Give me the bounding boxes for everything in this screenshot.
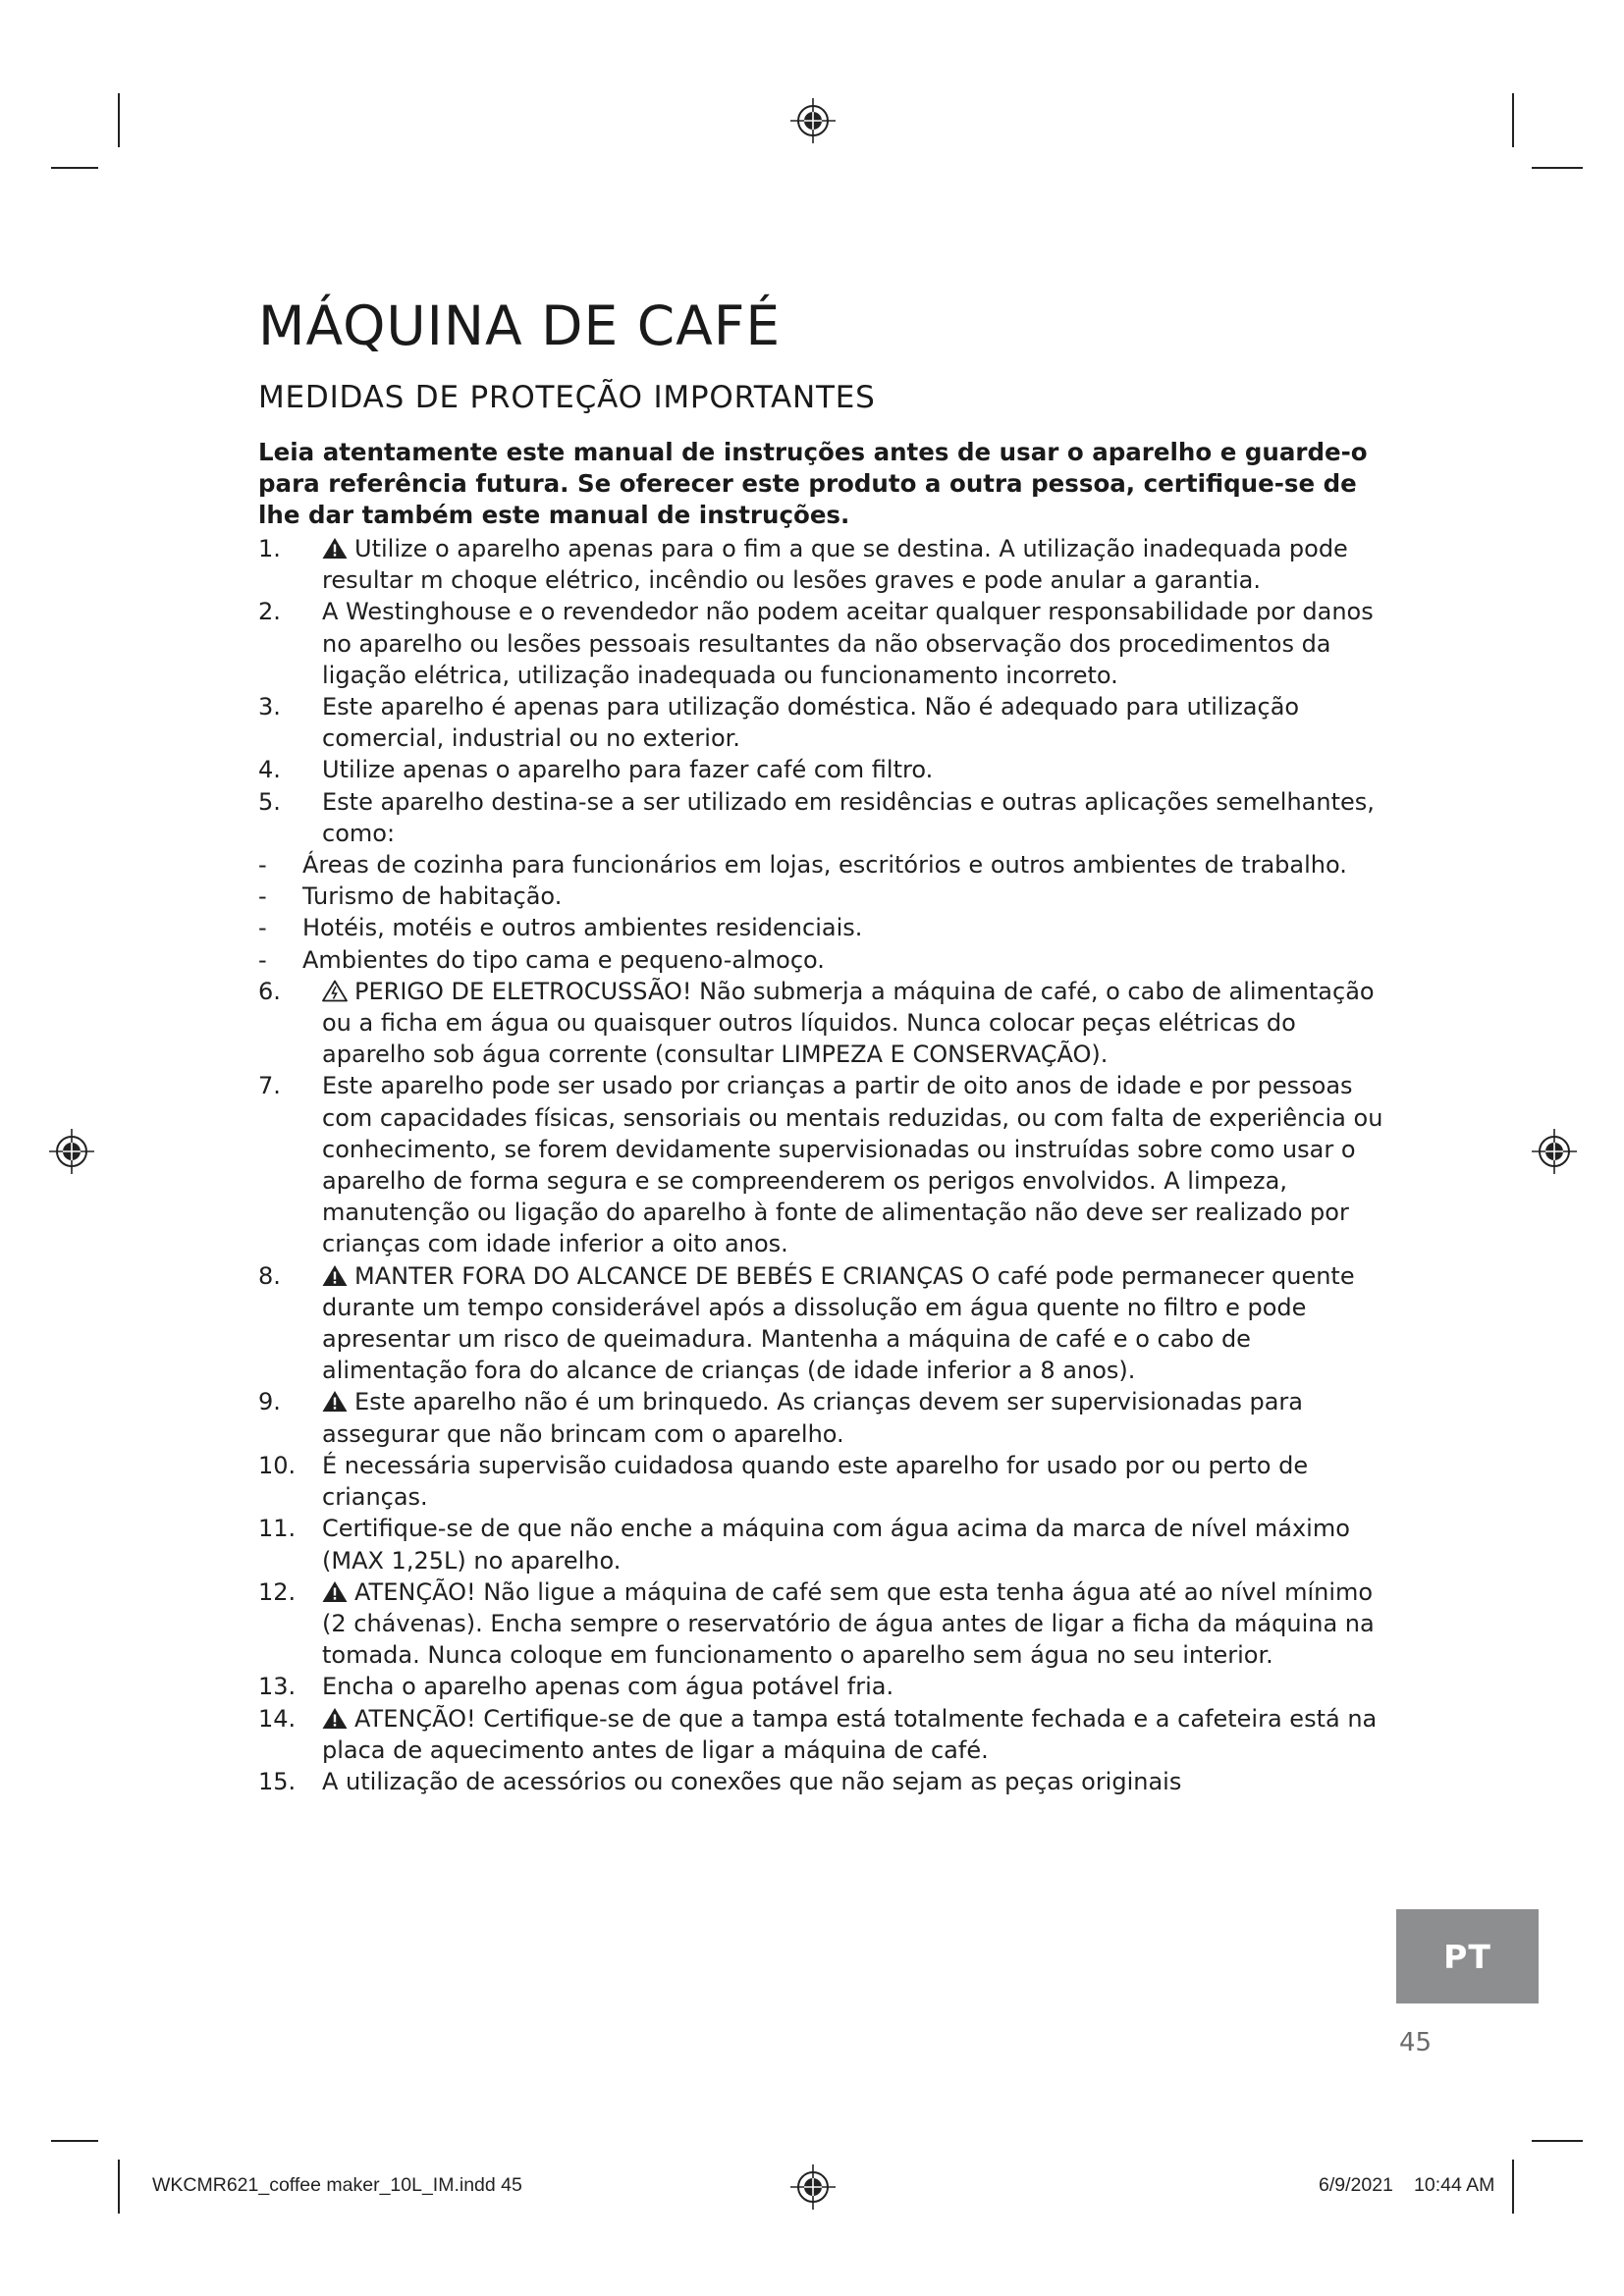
crop-mark <box>1532 167 1583 169</box>
list-item-marker: 8. <box>258 1261 281 1290</box>
page-title: MÁQUINA DE CAFÉ <box>258 294 782 357</box>
warning-triangle-icon <box>322 1390 348 1413</box>
list-item-marker: 13. <box>258 1673 297 1701</box>
list-item-marker: 1. <box>258 535 281 562</box>
list-item-body <box>322 596 1397 691</box>
list-item-body <box>322 533 1397 596</box>
list-item-text: Áreas de cozinha para funcionários em lojas, escritórios e outros ambientes de trabalho. <box>302 851 1347 880</box>
list-item-text: É necessária supervisão cuidadosa quando este aparelho for usado por ou perto de crianças. <box>322 1451 1309 1512</box>
list-item-body <box>302 912 1397 943</box>
list-item-body <box>322 1576 1397 1672</box>
list-item-text: Este aparelho não é um brinquedo. As crianças devem ser supervisionadas para assegurar que não brincam com o aparelho. <box>322 1388 1303 1448</box>
list-item-marker: 12. <box>258 1577 297 1606</box>
list-item-text: Este aparelho pode ser usado por crianças a partir de oito anos de idade e por pessoas com capacidades físicas, sensoriais ou mentais reduzidas, ou com falta de experiência ou conhecimento, se forem devidamente supervisionadas ou instruídas sobre como usar o aparelho de forma segura e se compreenderem os perigos envolvidos. A limpeza, manutenção ou ligação do aparelho à fonte de alimentação não deve ser realizado por crianças com idade inferior a oito anos. <box>322 1072 1383 1258</box>
list-item-marker: - <box>258 914 267 942</box>
list-item-text: A Westinghouse e o revendedor não podem aceitar qualquer responsabilidade por danos no aparelho ou lesões pessoais resultantes da não observação dos procedimentos da ligação elétrica, utilização inadequada ou funcionamento incorreto. <box>322 598 1374 689</box>
list-item-marker: 6. <box>258 977 281 1005</box>
list-item-marker: 5. <box>258 787 281 816</box>
list-item-marker: 15. <box>258 1767 297 1795</box>
print-slug-time: 10:44 AM <box>1414 2174 1495 2196</box>
list-item <box>258 754 1397 785</box>
warning-triangle-icon <box>322 1707 348 1730</box>
crop-mark <box>1512 93 1514 147</box>
list-item-marker: 14. <box>258 1704 297 1733</box>
registration-mark-icon <box>49 1129 94 1174</box>
list-item-text: Certifique-se de que não enche a máquina com água acima da marca de nível máximo (MAX 1,25L) no aparelho. <box>322 1515 1350 1575</box>
print-slug-file: WKCMR621_coffee maker_10L_IM.indd 45 <box>152 2174 522 2196</box>
list-item-body <box>322 1513 1397 1575</box>
warning-triangle-icon <box>322 1264 348 1287</box>
list-item-body <box>322 1386 1397 1449</box>
list-item-text: Encha o aparelho apenas com água potável fria. <box>322 1673 894 1701</box>
list-item <box>258 944 1397 976</box>
crop-mark <box>1512 2160 1514 2214</box>
language-tab: PT <box>1396 1909 1539 2003</box>
list-item <box>258 1386 1397 1449</box>
list-item-marker: - <box>258 945 267 974</box>
list-item-body <box>302 944 1397 976</box>
list-item-marker: 10. <box>258 1451 297 1479</box>
registration-mark-icon <box>790 98 836 143</box>
print-slug-date: 6/9/2021 <box>1319 2174 1393 2196</box>
crop-mark <box>51 167 98 169</box>
list-item-body <box>302 849 1397 881</box>
list-item-text: Utilize apenas o aparelho para fazer café com filtro. <box>322 756 934 784</box>
list-item-body <box>322 1766 1397 1797</box>
list-item <box>258 849 1397 881</box>
list-item-marker: 11. <box>258 1515 297 1543</box>
list-item-text: Este aparelho destina-se a ser utilizado em residências e outras aplicações semelhantes, como: <box>322 787 1375 847</box>
list-item <box>258 976 1397 1071</box>
list-item <box>258 1070 1397 1259</box>
list-item-marker: 3. <box>258 693 281 721</box>
list-item-body <box>322 754 1397 785</box>
list-item-body <box>322 1260 1397 1387</box>
warning-triangle-icon <box>322 1580 348 1603</box>
crop-mark <box>1532 2140 1583 2142</box>
list-item-body <box>322 1450 1397 1513</box>
registration-mark-icon <box>1532 1129 1577 1174</box>
intro-paragraph: Leia atentamente este manual de instruções antes de usar o aparelho e guarde-o para referência futura. Se oferecer este produto a outra pessoa, certifique-se de lhe dar também este manual de instruções. <box>258 438 1368 529</box>
list-item-marker: - <box>258 851 267 880</box>
list-item-text: ATENÇÃO! Não ligue a máquina de café sem que esta tenha água até ao nível mínimo (2 chávenas). Encha sempre o reservatório de água antes de ligar a ficha da máquina na tomada. Nunca coloque em funcionamento o aparelho sem água no seu interior. <box>322 1577 1375 1670</box>
list-item <box>258 1450 1397 1513</box>
list-item <box>258 596 1397 691</box>
list-item <box>258 881 1397 912</box>
list-item-text: PERIGO DE ELETROCUSSÃO! Não submerja a máquina de café, o cabo de alimentação ou a ficha em água ou quaisquer outros líquidos. Nunca colocar peças elétricas do aparelho sob água corrente (consultar LIMPEZA E CONSERVAÇÃO). <box>322 977 1375 1069</box>
list-item-text: Ambientes do tipo cama e pequeno-almoço. <box>302 945 825 974</box>
list-item-body <box>302 881 1397 912</box>
list-item-marker: - <box>258 882 267 911</box>
list-item <box>258 1576 1397 1672</box>
list-item-text: A utilização de acessórios ou conexões que não sejam as peças originais <box>322 1767 1182 1795</box>
list-item-body <box>322 1703 1397 1766</box>
list-item-text: Este aparelho é apenas para utilização doméstica. Não é adequado para utilização comercial, industrial ou no exterior. <box>322 693 1300 753</box>
list-item-body <box>322 1070 1397 1259</box>
crop-mark <box>118 2160 120 2214</box>
list-item-text: Utilize o aparelho apenas para o fim a que se destina. A utilização inadequada pode resultar m choque elétrico, incêndio ou lesões graves e pode anular a garantia. <box>322 535 1348 595</box>
safety-instructions-list <box>258 533 1397 1797</box>
list-item-body <box>322 691 1397 754</box>
crop-mark <box>51 2140 98 2142</box>
registration-mark-icon <box>790 2164 836 2210</box>
list-item-body <box>322 976 1397 1071</box>
list-item-marker: 7. <box>258 1072 281 1100</box>
page-number: 45 <box>1399 2028 1433 2057</box>
list-item <box>258 1703 1397 1766</box>
list-item <box>258 1513 1397 1575</box>
list-item <box>258 912 1397 943</box>
list-item-body <box>322 1671 1397 1702</box>
warning-triangle-icon <box>322 537 348 560</box>
list-item-marker: 2. <box>258 598 281 626</box>
electric-warning-icon <box>322 980 348 1002</box>
section-subtitle: MEDIDAS DE PROTEÇÃO IMPORTANTES <box>258 380 876 415</box>
list-item <box>258 1766 1397 1797</box>
list-item <box>258 691 1397 754</box>
list-item-marker: 4. <box>258 756 281 784</box>
crop-mark <box>118 93 120 147</box>
list-item <box>258 533 1397 596</box>
list-item <box>258 1260 1397 1387</box>
list-item <box>258 1671 1397 1702</box>
list-item-text: ATENÇÃO! Certifique-se de que a tampa está totalmente fechada e a cafeteira está na placa de aquecimento antes de ligar a máquina de café. <box>322 1704 1378 1764</box>
list-item-body <box>322 786 1397 849</box>
list-item-text: Hotéis, motéis e outros ambientes residenciais. <box>302 914 863 942</box>
list-item-text: Turismo de habitação. <box>302 882 563 911</box>
list-item <box>258 786 1397 849</box>
list-item-text: MANTER FORA DO ALCANCE DE BEBÉS E CRIANÇAS O café pode permanecer quente durante um tempo considerável após a dissolução em água quente no filtro e pode apresentar um risco de queimadura. Mantenha a máquina de café e o cabo de alimentação fora do alcance de crianças (de idade inferior a 8 anos). <box>322 1261 1355 1385</box>
list-item-marker: 9. <box>258 1388 281 1416</box>
